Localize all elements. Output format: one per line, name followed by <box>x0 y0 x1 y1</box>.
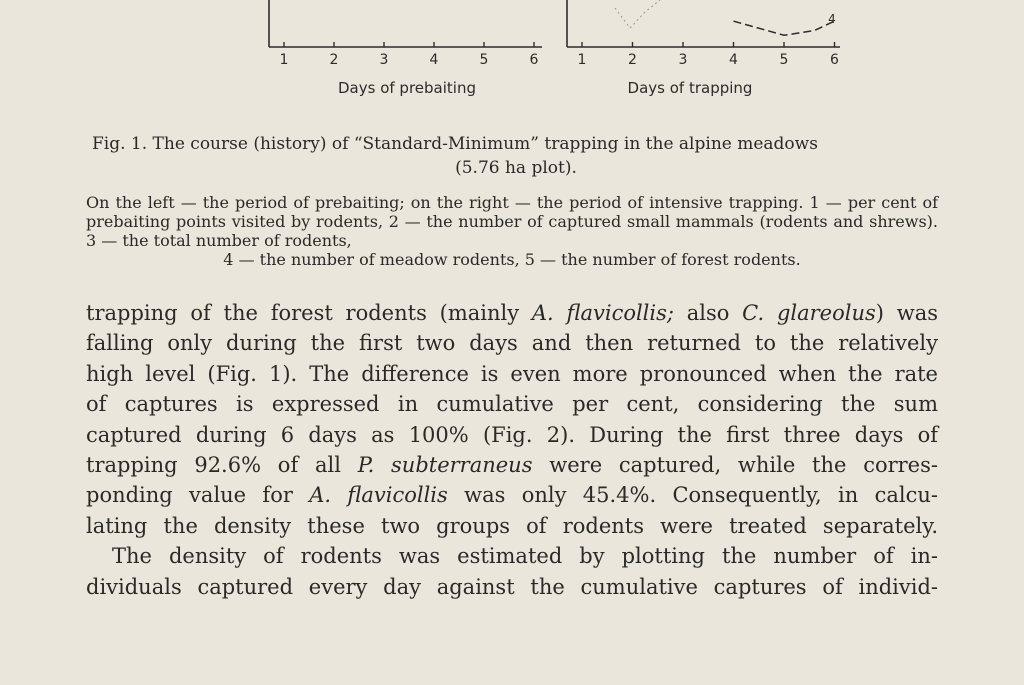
caption-body-text: On the left — the period of prebaiting; on the right — the period of intensive trapping. 1 — per cent of prebaiting points visited by rodents, 2 — the number of captured small mammals (rodents and shrews). 3 — the total number of rodents, <box>86 193 938 250</box>
left-chart-ticks <box>280 42 539 68</box>
left-chart-tick-label: 5 <box>479 52 489 68</box>
left-chart-tick-label: 4 <box>429 52 439 68</box>
right-chart <box>567 0 840 97</box>
caption-title-line-1: Fig. 1. The course (history) of “Standard-Minimum” trapping in the alpine meadows <box>92 134 818 154</box>
right-chart-xlabel: Days of trapping <box>627 79 753 97</box>
figure-caption-body <box>86 193 938 269</box>
right-chart-tick-label: 2 <box>628 52 637 68</box>
right-chart-faint-line <box>615 0 660 28</box>
body-line: trapping of the forest rodents (mainly A. flavicollis; also C. glareolus) was <box>86 301 938 325</box>
body-line: trapping 92.6% of all P. subterraneus were captured, while the corres- <box>86 453 938 478</box>
body-line: captured during 6 days as 100% (Fig. 2). During the first three days of <box>86 422 938 447</box>
body-line: high level (Fig. 1). The difference is even more pronounced when the rate <box>86 361 938 386</box>
right-chart-ticks <box>578 42 840 68</box>
caption-body-last-line: 4 — the number of meadow rodents, 5 — the number of forest rodents. <box>223 250 801 269</box>
left-chart-xlabel: Days of prebaiting <box>338 79 476 97</box>
body-line: dividuals captured every day against the cumulative captures of individ- <box>86 574 938 599</box>
left-chart-tick-label: 2 <box>329 52 339 68</box>
figure-caption-title <box>86 132 946 180</box>
series-4-label: 4 <box>828 12 836 26</box>
right-chart-tick-label: 5 <box>779 52 789 68</box>
body-line: The density of rodents was estimated by plotting the number of in- <box>112 544 938 569</box>
left-chart <box>269 0 542 97</box>
left-chart-tick-label: 6 <box>529 52 539 68</box>
right-chart-tick-label: 6 <box>830 52 839 68</box>
right-chart-tick-label: 3 <box>678 52 688 68</box>
right-chart-tick-label: 1 <box>577 52 587 68</box>
right-chart-tick-label: 4 <box>729 52 738 68</box>
body-line: of captures is expressed in cumulative per cent, considering the sum <box>86 392 938 417</box>
body-line: falling only during the first two days and then returned to the relatively <box>86 331 938 356</box>
left-chart-tick-label: 1 <box>279 52 289 68</box>
figure-1 <box>0 0 1024 120</box>
body-line: lating the density these two groups of rodents were treated separately. <box>86 513 938 538</box>
caption-title-line-2: (5.76 ha plot). <box>455 158 577 178</box>
series-4-line <box>734 21 835 35</box>
body-text <box>86 298 938 602</box>
left-chart-tick-label: 3 <box>379 52 389 68</box>
body-line: ponding value for A. flavicollis was only 45.4%. Consequently, in calcu- <box>86 483 938 508</box>
